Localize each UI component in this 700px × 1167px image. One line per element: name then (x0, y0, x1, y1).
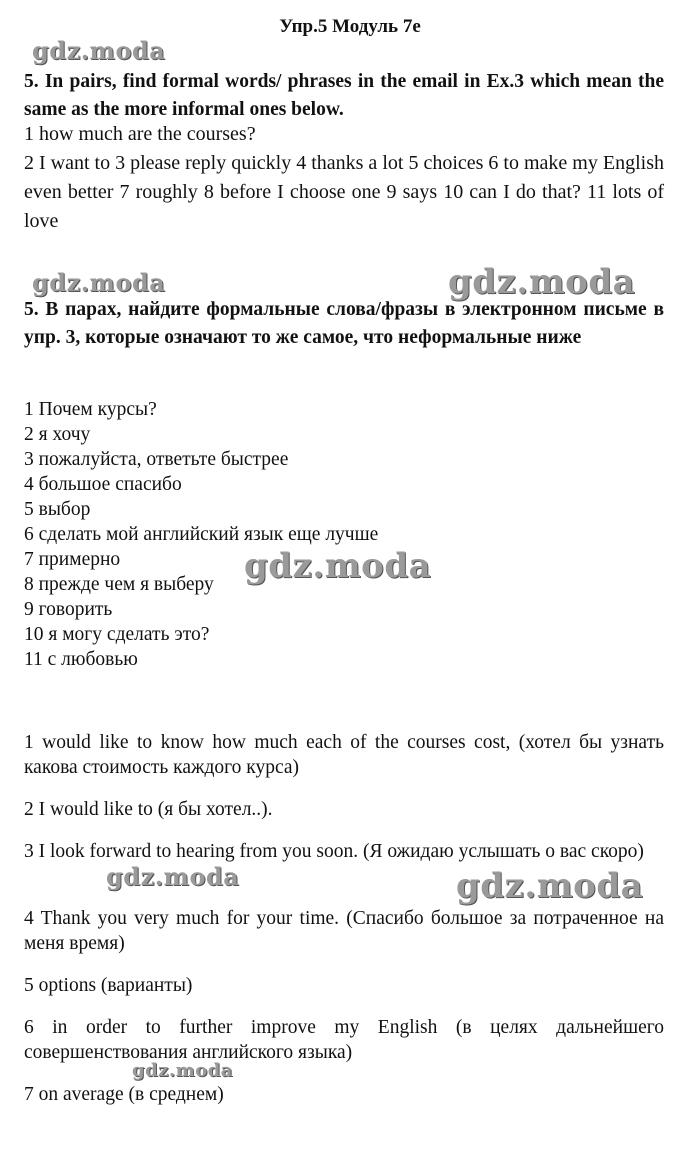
list-item: 3 пожалуйста, ответьте быстрее (24, 449, 289, 470)
answer-6: 6 in order to further improve my English (в целях дальнейшего совершенствования английского языка) (24, 1017, 664, 1063)
list-item: 2 я хочу (24, 424, 91, 445)
task-line-en-1: 1 how much are the courses? (24, 123, 256, 145)
answer-7: 7 on average (в среднем) (24, 1084, 224, 1105)
list-item: 11 с любовью (24, 649, 138, 670)
list-item: 1 Почем курсы? (24, 399, 157, 420)
list-item: 8 прежде чем я выберу (24, 574, 214, 595)
page-title: Упр.5 Модуль 7е (279, 16, 421, 37)
watermark: gdz.moda (132, 1060, 233, 1081)
watermark: gdz.moda (106, 862, 240, 891)
list-item: 6 сделать мой английский язык еще лучше (24, 524, 379, 545)
watermark: gdz.moda (244, 546, 432, 586)
task-list-ru (24, 397, 664, 672)
watermark: gdz.moda (32, 36, 166, 65)
watermark: gdz.moda (32, 268, 166, 297)
list-item: 7 примерно (24, 549, 121, 570)
task-line-en-2: 2 I want to 3 please reply quickly 4 thanks a lot 5 choices 6 to make my English even better 7 roughly 8 before I choose one 9 says 10 can I do that? 11 lots of love (24, 152, 664, 232)
watermark: gdz.moda (448, 262, 636, 302)
list-item: 9 говорить (24, 599, 113, 620)
watermark: gdz.moda (456, 866, 644, 906)
list-item: 4 большое спасибо (24, 474, 182, 495)
answer-3: 3 I look forward to hearing from you soon. (Я ожидаю услышать о вас скоро) (24, 841, 644, 862)
task-heading-en: 5. In pairs, find formal words/ phrases in the email in Ex.3 which mean the same as the more informal ones below. (24, 71, 664, 120)
answer-2: 2 I would like to (я бы хотел..). (24, 799, 273, 820)
list-item: 10 я могу сделать это? (24, 624, 210, 645)
answer-5: 5 options (варианты) (24, 975, 193, 996)
list-item: 5 выбор (24, 499, 91, 520)
answer-1: 1 would like to know how much each of the courses cost, (хотел бы узнать какова стоимость каждого курса) (24, 732, 664, 778)
task-heading-ru: 5. В парах, найдите формальные слова/фразы в электронном письме в упр. 3, которые означают то же самое, что неформальные ниже (24, 299, 664, 348)
answer-4: 4 Thank you very much for your time. (Спасибо большое за потраченное на меня время) (24, 908, 664, 954)
